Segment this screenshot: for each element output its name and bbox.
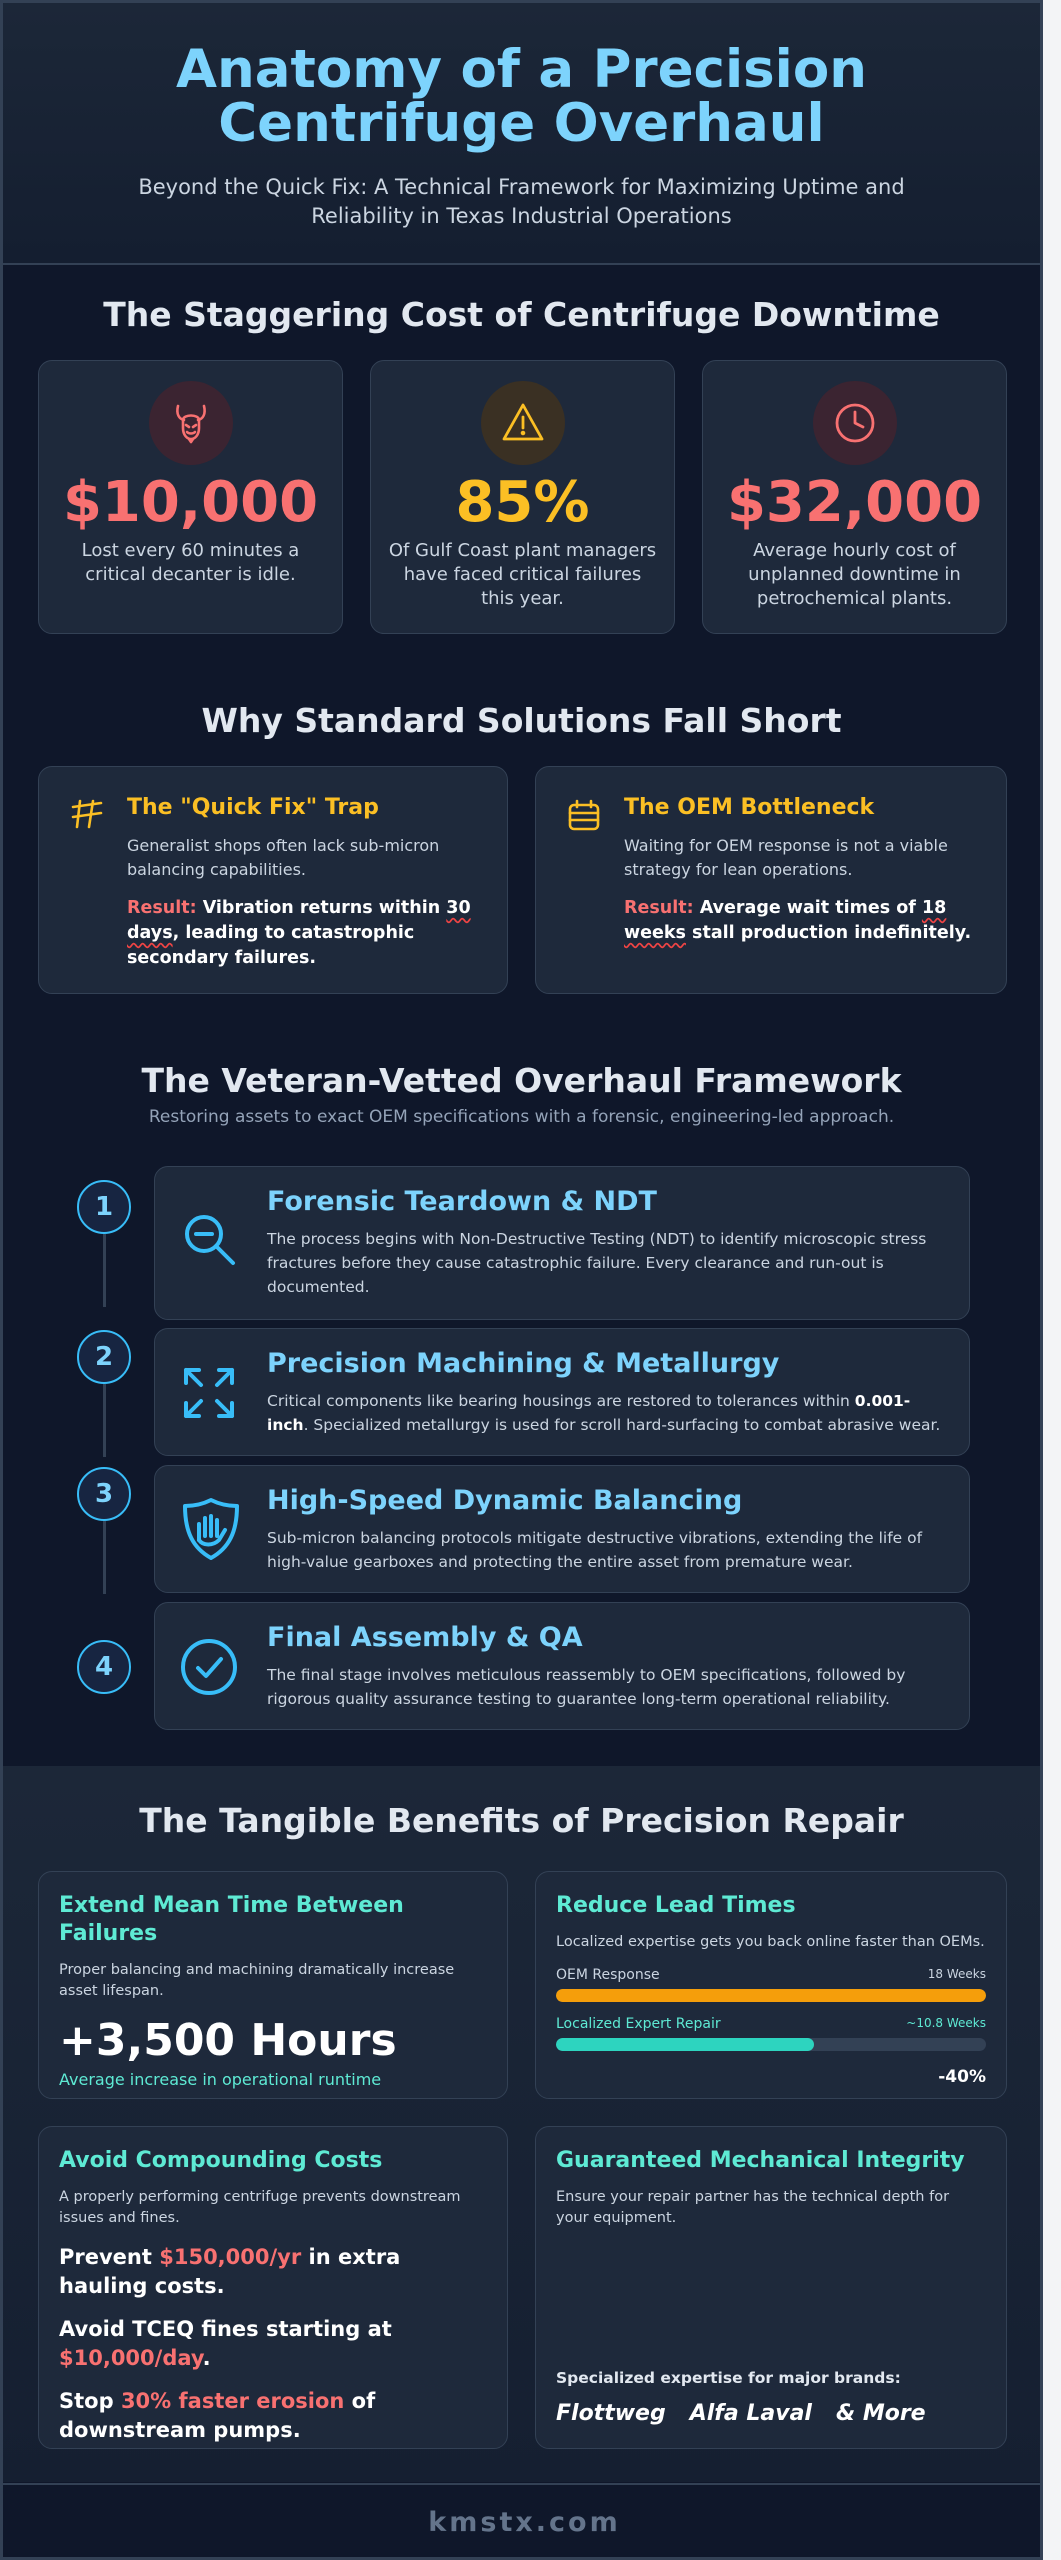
runtime-metric: +3,500 Hours xyxy=(59,2015,397,2066)
step-title: Forensic Teardown & NDT xyxy=(267,1186,657,1217)
page-title: Anatomy of a Precision Centrifuge Overhaul xyxy=(176,39,867,154)
cost-description: Lost every 60 minutes a critical decanter is idle. xyxy=(81,540,300,585)
page-subtitle: Beyond the Quick Fix: A Technical Framework for Maximizing Uptime and Reliability in Texas Industrial Operations xyxy=(138,175,905,228)
result-text: , leading to catastrophic secondary failures. xyxy=(127,923,415,968)
result-label: Result: xyxy=(624,898,694,918)
brands-block xyxy=(556,2369,986,2426)
step-description-text: Critical components like bearing housings are restored to tolerances within xyxy=(267,1392,855,1410)
cost-line xyxy=(59,2243,487,2301)
benefit-card-lead-times xyxy=(535,1871,1007,2099)
result-text: stall production indefinitely. xyxy=(685,923,972,943)
cost-description: Average hourly cost of unplanned downtime in petrochemical plants. xyxy=(748,540,961,609)
benefit-card-integrity xyxy=(535,2126,1007,2449)
bar-label: Localized Expert Repair xyxy=(556,2016,721,2032)
cost-line-text: of downstream pumps. xyxy=(59,2389,376,2442)
shortfall-title: The "Quick Fix" Trap xyxy=(127,795,379,820)
shortfall-result xyxy=(624,896,982,946)
cost-description: Of Gulf Coast plant managers have faced critical failures this year. xyxy=(388,540,657,609)
cost-line-text: Avoid TCEQ fines starting at xyxy=(59,2317,392,2341)
step-number: 2 xyxy=(77,1330,131,1384)
cost-value: $32,000 xyxy=(726,470,983,535)
benefit-card-mtbf xyxy=(38,1871,508,2099)
devil-icon xyxy=(169,401,213,445)
bar-value-label: 18 Weeks xyxy=(927,1967,986,1981)
step-title: Final Assembly & QA xyxy=(267,1622,583,1653)
cost-icon-badge xyxy=(813,381,897,465)
cost-card xyxy=(38,360,343,634)
expand-arrows-icon xyxy=(179,1363,239,1423)
cost-highlight: $10,000/day xyxy=(59,2346,203,2370)
brand-name: Alfa Laval xyxy=(689,2401,812,2426)
benefit-description: Localized expertise gets you back online faster than OEMs. xyxy=(556,1934,985,1950)
footer-site: kmstx.com xyxy=(428,2507,621,2538)
bar-label: OEM Response xyxy=(556,1967,660,1983)
shortfall-card xyxy=(38,766,508,994)
cost-card xyxy=(702,360,1007,634)
benefit-description: Ensure your repair partner has the technical depth for your equipment. xyxy=(556,2189,950,2226)
shortfall-card xyxy=(535,766,1007,994)
cost-line-text: Prevent xyxy=(59,2245,160,2269)
result-emphasis: 30 days xyxy=(127,898,471,943)
step-number: 4 xyxy=(77,1640,131,1694)
cost-icon-badge xyxy=(149,381,233,465)
clock-icon xyxy=(832,400,878,446)
result-emphasis: 18 weeks xyxy=(624,898,947,943)
step-description xyxy=(267,1389,949,1437)
cost-card xyxy=(370,360,675,634)
step-number: 1 xyxy=(77,1180,131,1234)
cost-section-heading: The Staggering Cost of Centrifuge Downtime xyxy=(103,295,940,334)
step-card xyxy=(154,1602,970,1730)
local-repair-bar xyxy=(556,2038,814,2051)
step-card xyxy=(154,1328,970,1456)
cost-line xyxy=(59,2387,487,2445)
shield-hand-icon xyxy=(179,1496,243,1562)
shortfall-section-heading: Why Standard Solutions Fall Short xyxy=(201,701,842,740)
runtime-metric-caption: Average increase in operational runtime xyxy=(59,2070,382,2089)
shortfall-description: Waiting for OEM response is not a viable strategy for lean operations. xyxy=(624,836,948,879)
magnifier-icon xyxy=(179,1209,241,1271)
framework-subheading: Restoring assets to exact OEM specifications with a forensic, engineering-led approach. xyxy=(148,1107,895,1127)
oem-response-bar xyxy=(556,1989,986,2002)
benefit-description: A properly performing centrifuge prevents downstream issues and fines. xyxy=(59,2189,461,2226)
result-label: Result: xyxy=(127,898,197,918)
brands-list xyxy=(556,2401,986,2426)
header xyxy=(3,3,1040,265)
step-card xyxy=(154,1166,970,1320)
bar-value-label: ~10.8 Weeks xyxy=(906,2016,986,2030)
step-number: 3 xyxy=(77,1467,131,1521)
cost-highlight: 30% faster erosion xyxy=(120,2389,345,2413)
result-text: Average wait times of xyxy=(699,898,922,918)
benefit-title: Reduce Lead Times xyxy=(556,1893,796,1918)
timeline-connector xyxy=(103,1521,106,1594)
step-card xyxy=(154,1465,970,1593)
cost-icon-badge xyxy=(481,381,565,465)
benefit-title: Avoid Compounding Costs xyxy=(59,2148,383,2173)
bar-track xyxy=(556,2038,986,2051)
lead-time-bar xyxy=(556,1967,986,2002)
step-title: High-Speed Dynamic Balancing xyxy=(267,1485,743,1516)
cost-line xyxy=(59,2315,487,2373)
cost-value: 85% xyxy=(455,470,590,535)
step-description: Sub-micron balancing protocols mitigate destructive vibrations, extending the life of high-value gearboxes and protecting the entire asset from premature wear. xyxy=(267,1529,923,1571)
step-description: The final stage involves meticulous reassembly to OEM specifications, followed by rigorous quality assurance testing to guarantee long-term operational reliability. xyxy=(267,1666,906,1708)
warning-triangle-icon xyxy=(500,400,546,446)
cost-line-text: . xyxy=(202,2346,211,2370)
tools-icon xyxy=(69,797,105,833)
step-description: The process begins with Non-Destructive Testing (NDT) to identify microscopic stress fractures before they cause catastrophic failure. Every clearance and run-out is documented. xyxy=(267,1230,927,1296)
cost-line-text: Stop xyxy=(59,2389,121,2413)
benefit-card-costs xyxy=(38,2126,508,2449)
benefit-title: Extend Mean Time Between Failures xyxy=(59,1893,404,1946)
timeline-connector xyxy=(103,1384,106,1457)
bar-track xyxy=(556,1989,986,2002)
benefit-title: Guaranteed Mechanical Integrity xyxy=(556,2148,965,2173)
result-text: Vibration returns within xyxy=(202,898,447,918)
cost-highlight: $150,000/yr xyxy=(159,2245,302,2269)
step-description-text: . Specialized metallurgy is used for scroll hard-surfacing to combat abrasive wear. xyxy=(303,1416,941,1434)
lead-time-reduction: -40% xyxy=(938,2067,986,2087)
brand-name: Flottweg xyxy=(556,2401,666,2426)
tolerance-value: 0.001-inch xyxy=(267,1392,911,1434)
benefits-section-heading: The Tangible Benefits of Precision Repair xyxy=(139,1801,904,1840)
lead-time-bar xyxy=(556,2016,986,2051)
footer xyxy=(3,2483,1043,2560)
cost-value: $10,000 xyxy=(62,470,319,535)
framework-section-heading: The Veteran-Vetted Overhaul Framework xyxy=(141,1061,902,1100)
shortfall-result xyxy=(127,896,483,971)
brands-heading: Specialized expertise for major brands: xyxy=(556,2369,901,2387)
shortfall-title: The OEM Bottleneck xyxy=(624,795,875,820)
shortfall-description: Generalist shops often lack sub-micron balancing capabilities. xyxy=(127,836,440,879)
brand-name: & More xyxy=(835,2401,926,2426)
step-title: Precision Machining & Metallurgy xyxy=(267,1348,780,1379)
check-circle-icon xyxy=(179,1637,239,1697)
benefit-description: Proper balancing and machining dramatically increase asset lifespan. xyxy=(59,1962,455,1999)
timeline-connector xyxy=(103,1234,106,1307)
calendar-icon xyxy=(566,797,602,833)
cost-line-text: in extra hauling costs. xyxy=(59,2245,401,2298)
